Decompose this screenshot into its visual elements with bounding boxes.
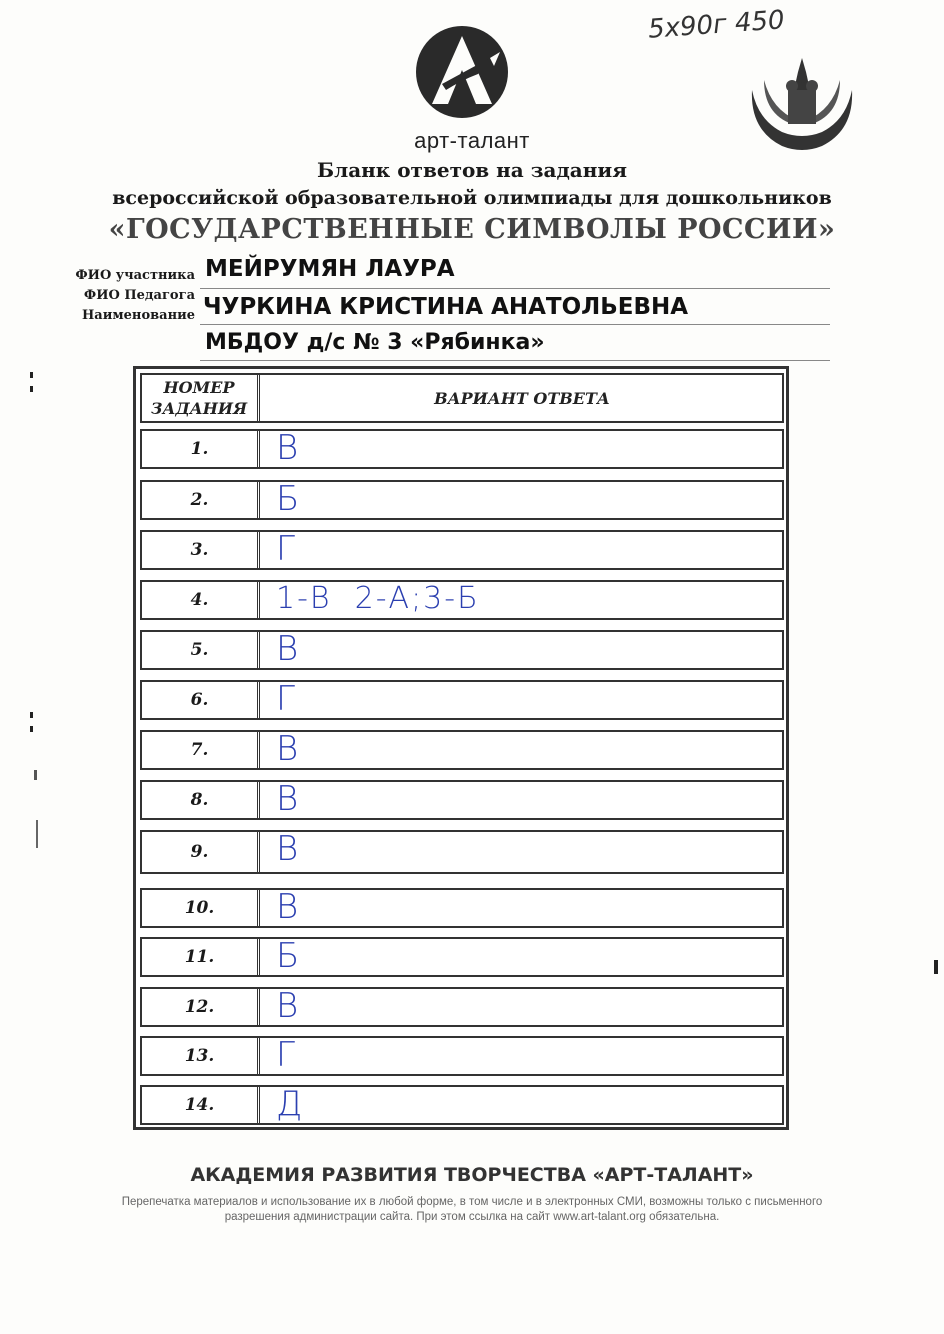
scan-mark [934, 960, 938, 974]
olympiad-name: «ГОСУДАРСТВЕННЫЕ СИМВОЛЫ РОССИИ» [108, 214, 836, 245]
participant-label: ФИО участника [75, 268, 195, 283]
org-value: МБДОУ д/с № 3 «Рябинка» [205, 330, 545, 355]
scan-mark [34, 770, 37, 780]
row-number: 12. [142, 989, 260, 1025]
table-row [140, 1085, 784, 1125]
footer-notice: Перепечатка материалов и использование их в любой форме, в том числе и в электронных СМИ, возможны только с письменного разрешения администрации сайта. При этом ссылка на сайт www.art-talant.org обязательна. [121, 1196, 823, 1223]
brand-name: арт-талант [414, 128, 530, 153]
teacher-underline [200, 324, 830, 325]
row-answer: Г [276, 679, 295, 719]
participant-underline [200, 288, 830, 289]
art-talant-logo-icon [412, 22, 512, 122]
row-answer: 1-В 2-А;3-Б [276, 581, 480, 616]
row-answer: В [276, 428, 299, 468]
header-num-line2: ЗАДАНИЯ [150, 399, 248, 418]
table-row [140, 888, 784, 928]
row-answer: В [276, 729, 299, 769]
org-underline [200, 360, 830, 361]
row-answer: В [276, 829, 299, 869]
participant-value: МЕЙРУМЯН ЛАУРА [205, 256, 455, 282]
table-header [140, 373, 784, 423]
row-number: 9. [142, 832, 260, 872]
header-num-cell [142, 375, 260, 421]
table-row [140, 429, 784, 469]
row-answer: В [276, 887, 299, 927]
header-num-line1: НОМЕР [163, 378, 235, 397]
row-number: 5. [142, 632, 260, 668]
row-answer: Б [276, 479, 300, 519]
row-number: 14. [142, 1087, 260, 1123]
row-number: 10. [142, 890, 260, 926]
table-row [140, 780, 784, 820]
row-number: 1. [142, 431, 260, 467]
row-answer: В [276, 779, 299, 819]
table-row [140, 730, 784, 770]
footer-academy: АКАДЕМИЯ РАЗВИТИЯ ТВОРЧЕСТВА «АРТ-ТАЛАНТ» [190, 1164, 754, 1186]
corner-handwritten-note: 5х90г 450 [647, 5, 786, 45]
scan-mark [30, 386, 33, 392]
row-number: 2. [142, 482, 260, 518]
row-answer: Г [276, 1035, 295, 1075]
table-row [140, 1036, 784, 1076]
teacher-label: ФИО Педагога [83, 288, 195, 303]
answer-table [133, 366, 789, 1130]
row-number: 4. [142, 582, 260, 618]
row-answer: Д [276, 1084, 303, 1124]
org-label: Наименование [82, 308, 195, 323]
scan-mark [30, 712, 33, 718]
row-number: 7. [142, 732, 260, 768]
table-row [140, 937, 784, 977]
form-title: Бланк ответов на задания [317, 158, 627, 182]
row-number: 6. [142, 682, 260, 718]
scan-mark [30, 726, 33, 732]
row-number: 8. [142, 782, 260, 818]
table-row [140, 630, 784, 670]
form-subtitle: всероссийской образовательной олимпиады для дошкольников [112, 187, 832, 209]
table-row [140, 830, 784, 874]
table-row [140, 580, 784, 620]
row-answer: В [276, 986, 299, 1026]
table-row [140, 987, 784, 1027]
row-answer: В [276, 629, 299, 669]
row-answer: Г [276, 529, 295, 569]
header-answer: ВАРИАНТ ОТВЕТА [434, 389, 610, 408]
scan-mark [30, 372, 33, 378]
teacher-value: ЧУРКИНА КРИСТИНА АНАТОЛЬЕВНА [203, 294, 689, 320]
row-number: 13. [142, 1038, 260, 1074]
scan-mark [36, 820, 38, 848]
row-answer: Б [276, 936, 300, 976]
row-number: 11. [142, 939, 260, 975]
table-row [140, 480, 784, 520]
table-row [140, 680, 784, 720]
row-number: 3. [142, 532, 260, 568]
table-row [140, 530, 784, 570]
